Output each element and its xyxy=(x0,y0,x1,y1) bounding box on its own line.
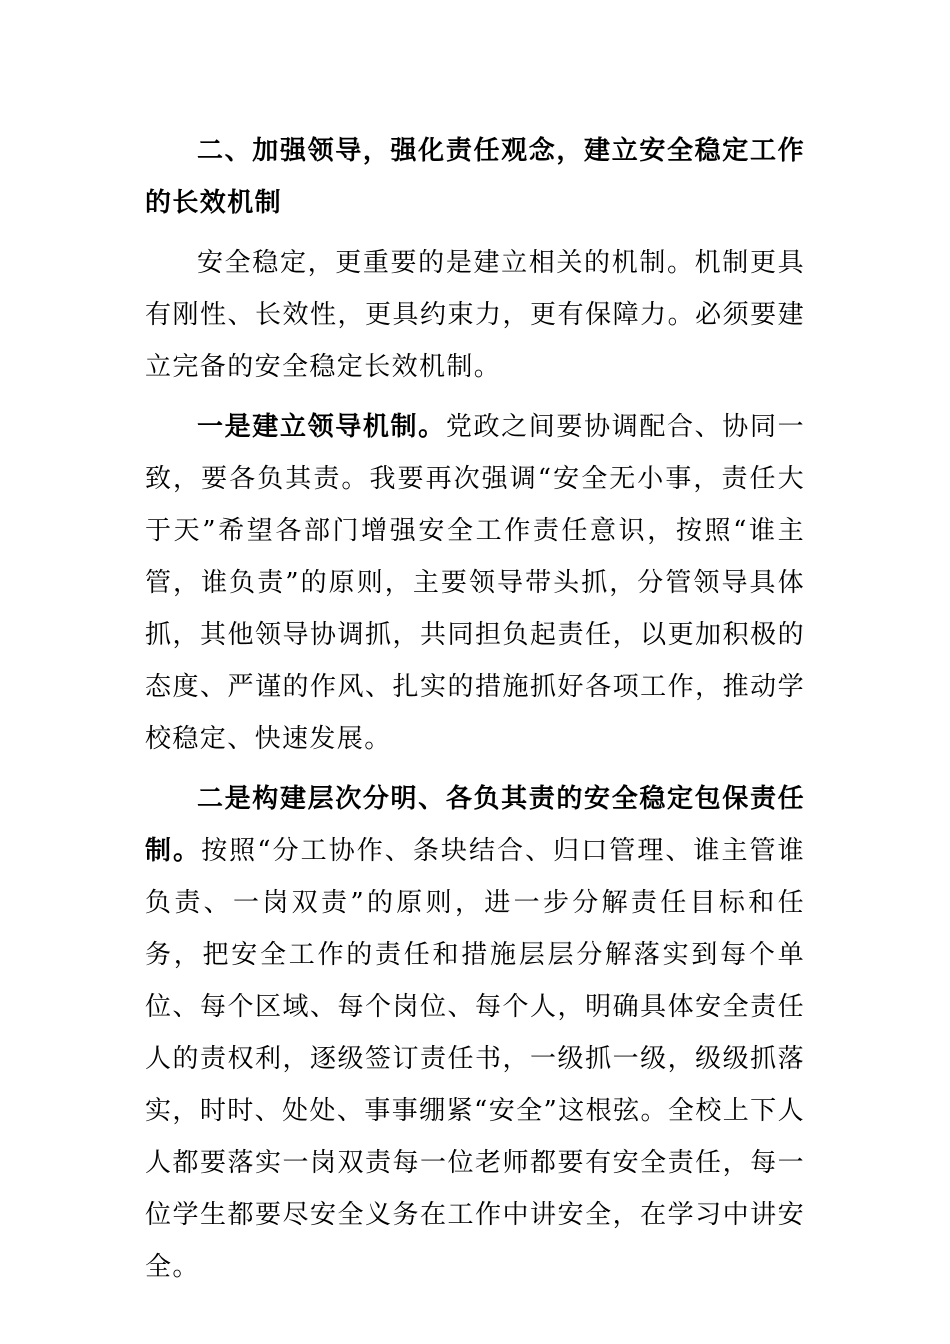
paragraph-leadership-mechanism xyxy=(145,401,805,765)
paragraph-lead: 一是建立领导机制。 xyxy=(197,412,446,442)
paragraph-responsibility-system xyxy=(145,773,805,1293)
paragraph-lead: 二是构建层次分明、各负其责的安全稳定包保责任制。 xyxy=(145,784,805,866)
document-body xyxy=(145,125,805,1301)
paragraph-text: 党政之间要协调配合、协同一致，要各负其责。我要再次强调“安全无小事，责任大于天”希望各部门增强安全工作责任意识，按照“谁主管，谁负责”的原则，主要领导带头抓，分管领导具体抓，其他领导协调抓，共同担负起责任，以更加积极的态度、严谨的作风、扎实的措施抓好各项工作，推动学校稳定、快速发展。 xyxy=(145,412,805,754)
section-heading: 二、加强领导，强化责任观念，建立安全稳定工作的长效机制 xyxy=(145,136,805,218)
paragraph-text: 安全稳定，更重要的是建立相关的机制。机制更具有刚性、长效性，更具约束力，更有保障力。必须要建立完备的安全稳定长效机制。 xyxy=(145,248,805,382)
paragraph-intro xyxy=(145,237,805,393)
paragraph-text: 按照“分工协作、条块结合、归口管理、谁主管谁负责、一岗双责”的原则，进一步分解责任目标和任务，把安全工作的责任和措施层层分解落实到每个单位、每个区域、每个岗位、每个人，明确具体安全责任人的责权利，逐级签订责任书，一级抓一级，级级抓落实，时时、处处、事事绷紧“安全”这根弦。全校上下人人都要落实一岗双责每一位老师都要有安全责任，每一位学生都要尽安全义务在工作中讲安全，在学习中讲安全。 xyxy=(145,836,805,1282)
